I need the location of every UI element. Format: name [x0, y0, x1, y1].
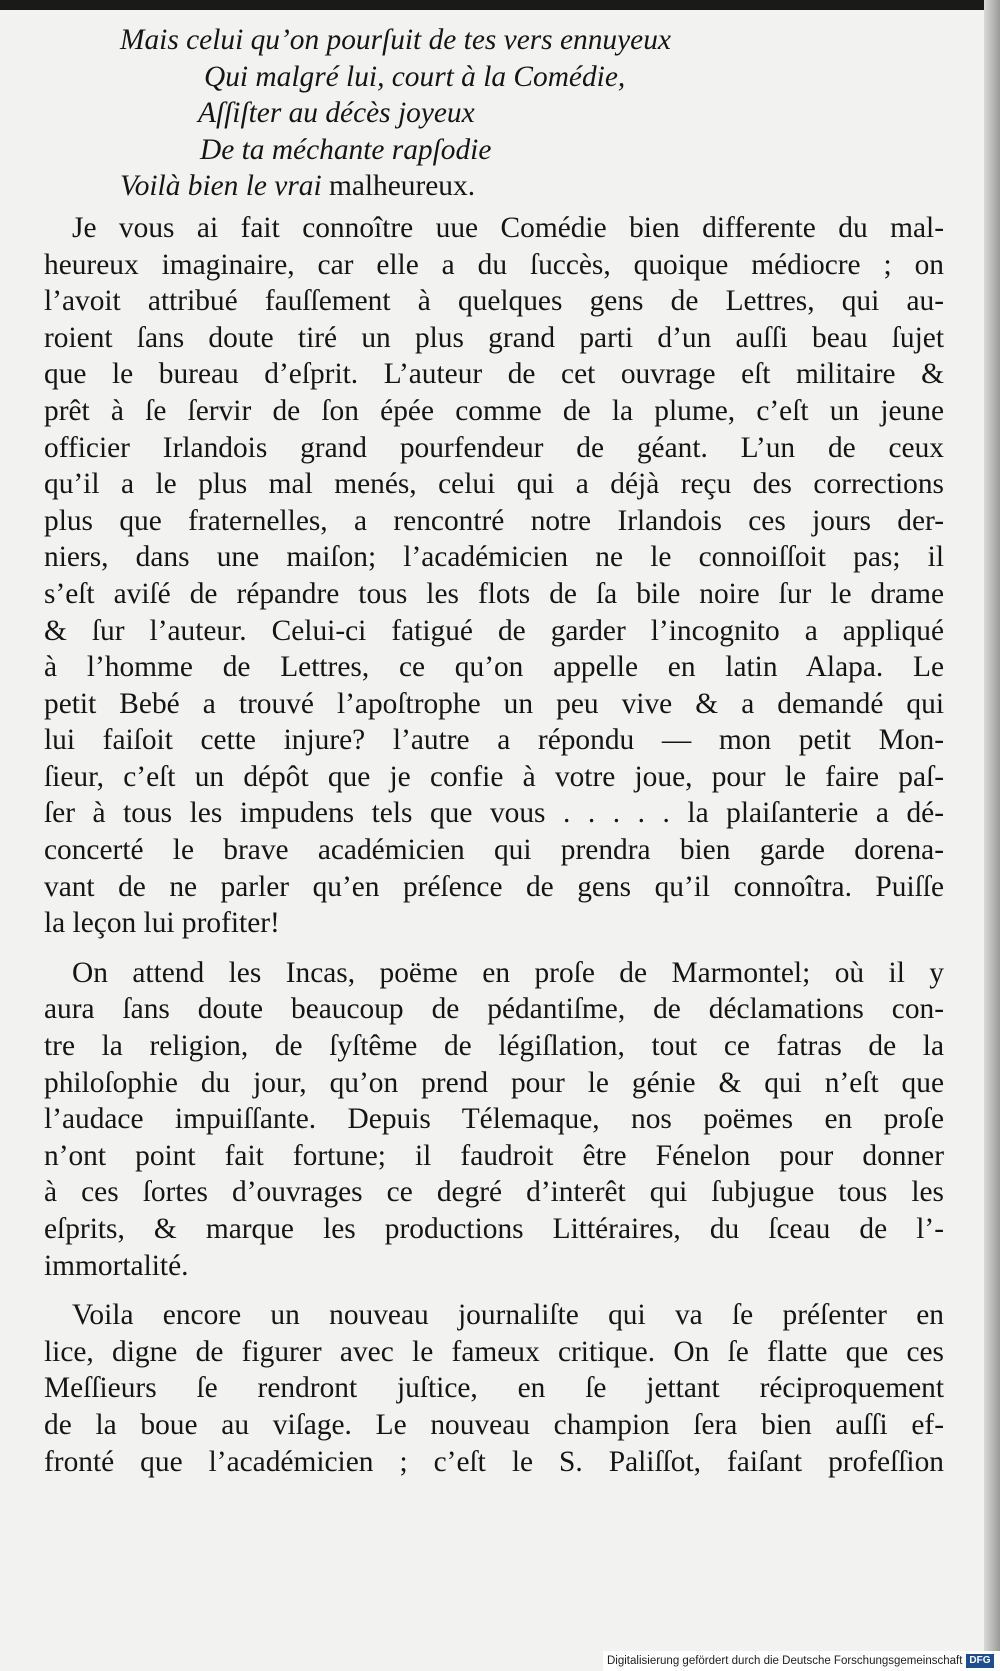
text-line: lui faiſoit cette injure? l’autre a répondu — mon petit Mon-	[44, 724, 944, 757]
text-line: concerté le brave académicien qui prendra bien garde dorena-	[44, 834, 944, 867]
footer-credit-text: Digitalisierung gefördert durch die Deutsche Forschungsgemeinschaft	[607, 1655, 963, 1667]
text-line: n’ont point fait fortune; il faudroit être Fénelon pour donner	[44, 1139, 944, 1172]
text-line: Voila encore un nouveau journaliſte qui va ſe préſenter en	[72, 1299, 944, 1332]
text-line: aura ſans doute beaucoup de pédantiſme, de déclamations con-	[44, 993, 944, 1026]
text-line: ſer à tous les impudens tels que vous . . . . . la plaiſanterie a dé-	[44, 797, 944, 830]
verse-line: Qui malgré lui, court à la Comédie,	[204, 60, 626, 93]
text-line: vant de ne parler qu’en préſence de gens qu’il connoîtra. Puiſſe	[44, 870, 944, 903]
text-line: niers, dans une maiſon; l’académicien ne le connoiſſoit pas; il	[44, 541, 944, 574]
text-line: & ſur l’auteur. Celui-ci fatigué de garder l’incognito a appliqué	[44, 614, 944, 647]
text-line: eſprits, & marque les productions Littéraires, du ſceau de l’-	[44, 1213, 944, 1245]
dfg-logo-icon: DFG	[966, 1654, 993, 1668]
text-line: Je vous ai fait connoître uue Comédie bien differente du mal-	[72, 211, 944, 244]
text-line: On attend les Incas, poëme en proſe de Marmontel; où il y	[72, 956, 944, 989]
paragraph-journaliste	[44, 1297, 944, 1480]
text-line: de la boue au viſage. Le nouveau champion ſera bien auſſi ef-	[44, 1408, 944, 1441]
text-line: l’avoit attribué fauſſement à quelques gens de Lettres, qui au-	[44, 285, 944, 318]
verse-line: De ta méchante rapſodie	[200, 133, 492, 166]
page-text	[44, 22, 944, 1493]
text-line: à ces ſortes d’ouvrages ce degré d’interêt qui ſubjugue tous les	[44, 1176, 944, 1209]
text-line: plus que fraternelles, a rencontré notre Irlandois ces jours der-	[44, 504, 944, 537]
paragraph-incas	[44, 955, 944, 1284]
text-line: roient ſans doute tiré un plus grand parti d’un auſſi beau ſujet	[44, 321, 944, 354]
text-line: lice, digne de figurer avec le fameux critique. On ſe flatte que ces	[44, 1335, 944, 1368]
page-gutter-shadow	[984, 0, 1000, 1671]
text-line: immortalité.	[44, 1249, 189, 1282]
scan-top-edge	[0, 0, 1000, 10]
text-line: s’eſt aviſé de répandre tous les flots de ſa bile noire ſur le drame	[44, 577, 944, 610]
paragraph-comedie	[44, 210, 944, 942]
text-line: l’audace impuiſſante. Depuis Télemaque, nos poëmes en proſe	[44, 1103, 944, 1136]
text-line: fronté que l’académicien ; c’eſt le S. Paliſſot, faiſant profeſſion	[44, 1445, 944, 1478]
verse-line: Mais celui qu’on pourſuit de tes vers ennuyeux	[120, 24, 671, 56]
verse-stanza	[44, 22, 944, 205]
text-line: qu’il a le plus mal menés, celui qui a déjà reçu des corrections	[44, 468, 944, 501]
verse-italic-part: Voilà bien le vrai	[120, 170, 322, 203]
text-line: que le bureau d’eſprit. L’auteur de cet ouvrage eſt militaire &	[44, 358, 944, 391]
digitization-footer	[603, 1651, 1000, 1671]
text-line: prêt à ſe ſervir de ſon épée comme de la plume, c’eſt un jeune	[44, 394, 944, 427]
verse-roman-part: malheureux.	[321, 170, 476, 203]
text-line: petit Bebé a trouvé l’apoſtrophe un peu vive & a demandé qui	[44, 687, 944, 720]
text-line: philoſophie du jour, qu’on prend pour le génie & qui n’eſt que	[44, 1066, 944, 1099]
text-line: la leçon lui profiter!	[44, 907, 280, 940]
text-line: heureux imaginaire, car elle a du ſuccès, quoique médiocre ; on	[44, 248, 944, 281]
verse-line	[44, 168, 944, 205]
text-line: officier Irlandois grand pourfendeur de géant. L’un de ceux	[44, 431, 944, 464]
text-line: ſieur, c’eſt un dépôt que je confie à votre joue, pour le faire paſ-	[44, 760, 944, 793]
text-line: à l’homme de Lettres, ce qu’on appelle en latin Alapa. Le	[44, 651, 944, 684]
text-line: tre la religion, de ſyſtême de légiſlation, tout ce fatras de la	[44, 1030, 944, 1063]
text-line: Meſſieurs ſe rendront juſtice, en ſe jettant réciproquement	[44, 1372, 944, 1405]
verse-line: Aſſiſter au décès joyeux	[198, 97, 475, 130]
